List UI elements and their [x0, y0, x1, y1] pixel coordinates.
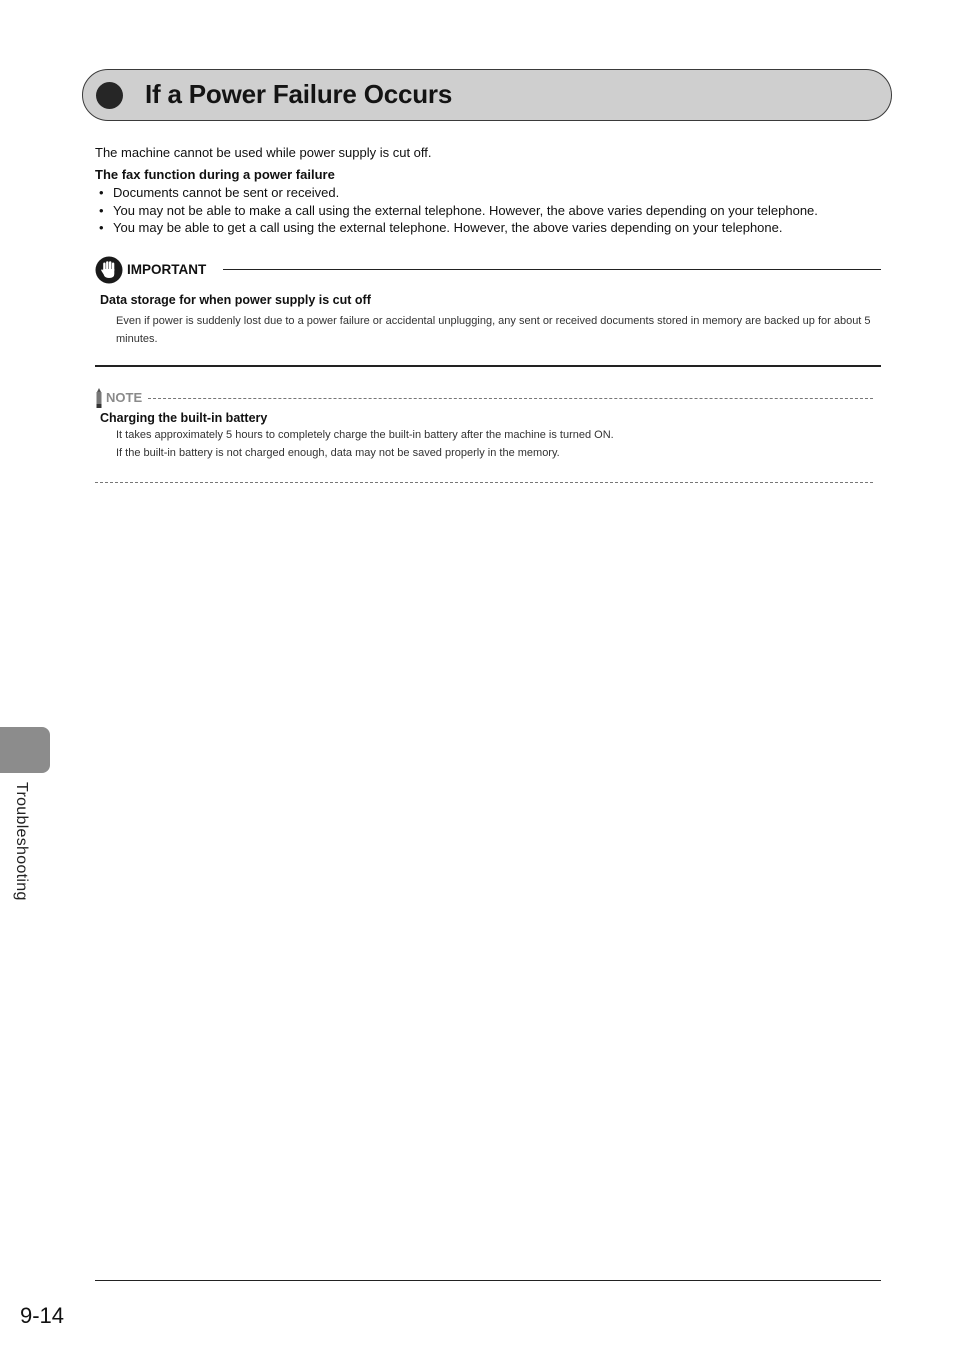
note-label: NOTE: [106, 390, 143, 405]
title-bullet-dot: [96, 82, 123, 109]
list-item-text: You may be able to get a call using the external telephone. However, the above varies depending on your telephone.: [113, 220, 783, 235]
important-heading: Data storage for when power supply is cut off: [100, 293, 371, 307]
note-heading: Charging the built-in battery: [100, 411, 268, 425]
list-item-text: You may not be able to make a call using the external telephone. However, the above varies depending on your telephone.: [113, 202, 818, 218]
list-item: [95, 203, 818, 221]
list-item: [95, 220, 818, 238]
note-dashed-divider-bottom: [95, 482, 873, 483]
note-text-line: If the built-in battery is not charged enough, data may not be saved properly in the memory.: [116, 447, 560, 459]
important-label: IMPORTANT: [127, 262, 207, 277]
pencil-icon: [94, 388, 104, 408]
chapter-tab: [0, 727, 50, 773]
note-dashed-divider-top: [148, 398, 873, 399]
list-item-text: Documents cannot be sent or received.: [113, 185, 340, 200]
important-divider: [223, 269, 881, 270]
fax-function-heading: The fax function during a power failure: [95, 167, 335, 182]
bullet-symbol: •: [99, 220, 104, 235]
section-title-bar: [82, 69, 892, 121]
footer-rule: [95, 1280, 881, 1281]
intro-text: The machine cannot be used while power supply is cut off.: [95, 145, 432, 160]
bullet-symbol: •: [99, 202, 104, 218]
chapter-label: Troubleshooting: [13, 782, 30, 901]
note-text-line: It takes approximately 5 hours to completely charge the built-in battery after the machine is turned ON.: [116, 429, 614, 441]
list-item: [95, 185, 818, 203]
page-number: 9-14: [20, 1303, 65, 1328]
important-end-rule: [95, 365, 881, 367]
bullet-symbol: •: [99, 185, 104, 200]
fax-bullet-list: [95, 185, 818, 238]
important-header: [95, 256, 881, 286]
page-title: If a Power Failure Occurs: [145, 79, 453, 109]
stop-hand-icon: [95, 256, 123, 284]
important-text: Even if power is suddenly lost due to a power failure or accidental unplugging, any sent or received documents stored in memory are backed up for about 5 minutes.: [116, 315, 871, 345]
